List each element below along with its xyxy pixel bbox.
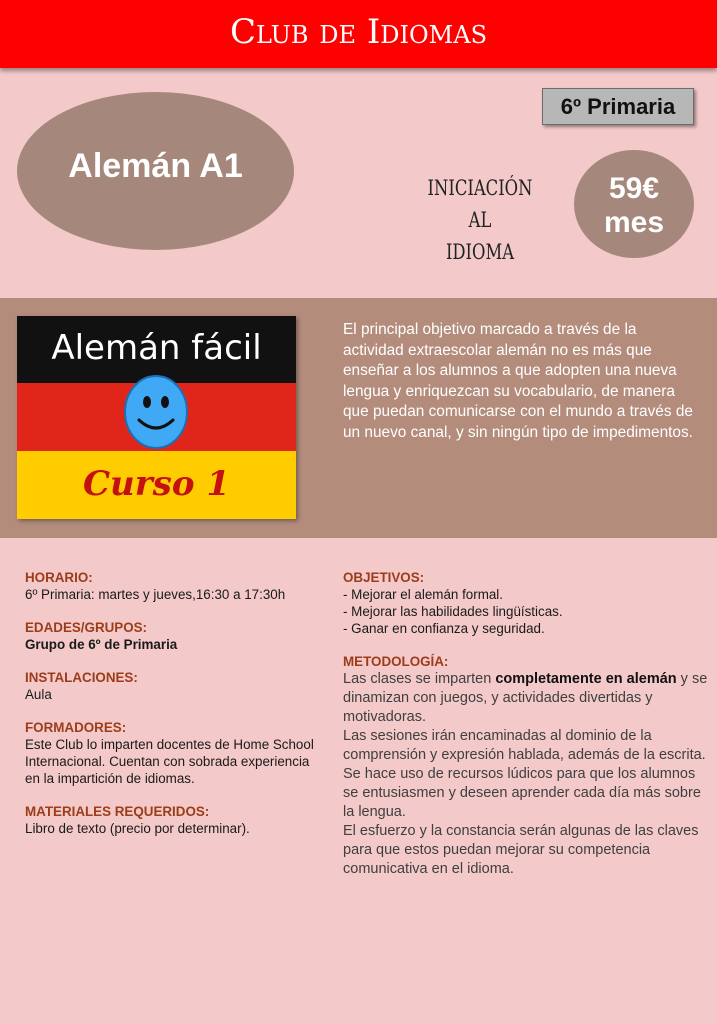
image-subtitle: Curso 1 xyxy=(82,464,230,504)
instalaciones-heading: INSTALACIONES: xyxy=(25,670,138,685)
objetivo-item: - Ganar en confianza y seguridad. xyxy=(343,621,545,636)
page-title: Club de Idiomas xyxy=(229,12,488,52)
metodologia-paragraph-1 xyxy=(343,670,713,727)
section-edades xyxy=(25,619,325,653)
metodologia-paragraph-4: El esfuerzo y la constancia serán algunas de las claves para que estos puedan mejorar su competencia comunicativa en el idioma. xyxy=(343,823,699,877)
intro-label xyxy=(418,172,543,268)
metodologia-paragraph-2: Las sesiones irán encaminadas al dominio de la comprensión y expresión hablada, además de la escrita. xyxy=(343,728,706,763)
image-title: Alemán fácil xyxy=(51,328,262,368)
section-metodologia xyxy=(343,653,713,879)
section-objetivos xyxy=(343,569,713,637)
course-image xyxy=(17,316,296,519)
instalaciones-text: Aula xyxy=(25,687,52,702)
course-oval xyxy=(17,92,294,250)
section-materiales xyxy=(25,803,325,837)
edades-heading: EDADES/GRUPOS: xyxy=(25,620,148,635)
objetivo-item: - Mejorar el alemán formal. xyxy=(343,587,503,602)
objetivo-item: - Mejorar las habilidades lingüísticas. xyxy=(343,604,563,619)
section-instalaciones xyxy=(25,669,325,703)
metodologia-p1-bold: completamente en alemán xyxy=(495,671,677,687)
description: El principal objetivo marcado a través de la actividad extraescolar alemán no es más que enseñar a los alumnos a que adopten una nueva lengua y enriquezcan su vocabulario, de manera que puedan comunicarse con el mundo a través de un nuevo canal, y sin ningún tipo de impedimentos. xyxy=(343,321,693,441)
price-circle xyxy=(574,150,694,258)
section-horario xyxy=(25,569,325,603)
materiales-text: Libro de texto (precio por determinar). xyxy=(25,821,250,836)
objetivos-heading: OBJETIVOS: xyxy=(343,570,425,585)
metodologia-paragraph-3: Se hace uso de recursos lúdicos para que los alumnos se entusiasmen y deseen aprender cada día más sobre la lengua. xyxy=(343,766,701,820)
smiley-face-icon xyxy=(123,374,189,450)
edades-text: Grupo de 6º de Primaria xyxy=(25,637,178,652)
right-column xyxy=(343,569,713,895)
formadores-text: Este Club lo imparten docentes de Home School Internacional. Cuentan con sobrada experiencia en la impartición de idiomas. xyxy=(25,737,314,786)
metodologia-p1-start: Las clases se imparten xyxy=(343,671,496,687)
price-unit: mes xyxy=(603,206,665,239)
metodologia-heading: METODOLOGÍA: xyxy=(343,654,449,669)
course-title: Alemán A1 xyxy=(68,147,243,185)
left-column xyxy=(25,569,325,853)
materiales-heading: MATERIALES REQUERIDOS: xyxy=(25,804,210,819)
grade-badge: 6º Primaria xyxy=(542,88,694,125)
header-bar xyxy=(0,0,717,68)
price-amount: 59€ xyxy=(608,172,660,205)
intro-line-1: INICIACIÓN AL xyxy=(427,176,533,232)
horario-heading: HORARIO: xyxy=(25,570,93,585)
horario-text: 6º Primaria: martes y jueves,16:30 a 17:30h xyxy=(25,587,286,602)
metodologia-p1-end: y se dinamizan con juegos, y actividades divertidas y motivadoras. xyxy=(343,671,708,725)
formadores-heading: FORMADORES: xyxy=(25,720,127,735)
intro-line-2: IDIOMA xyxy=(445,240,515,264)
section-formadores xyxy=(25,719,325,787)
